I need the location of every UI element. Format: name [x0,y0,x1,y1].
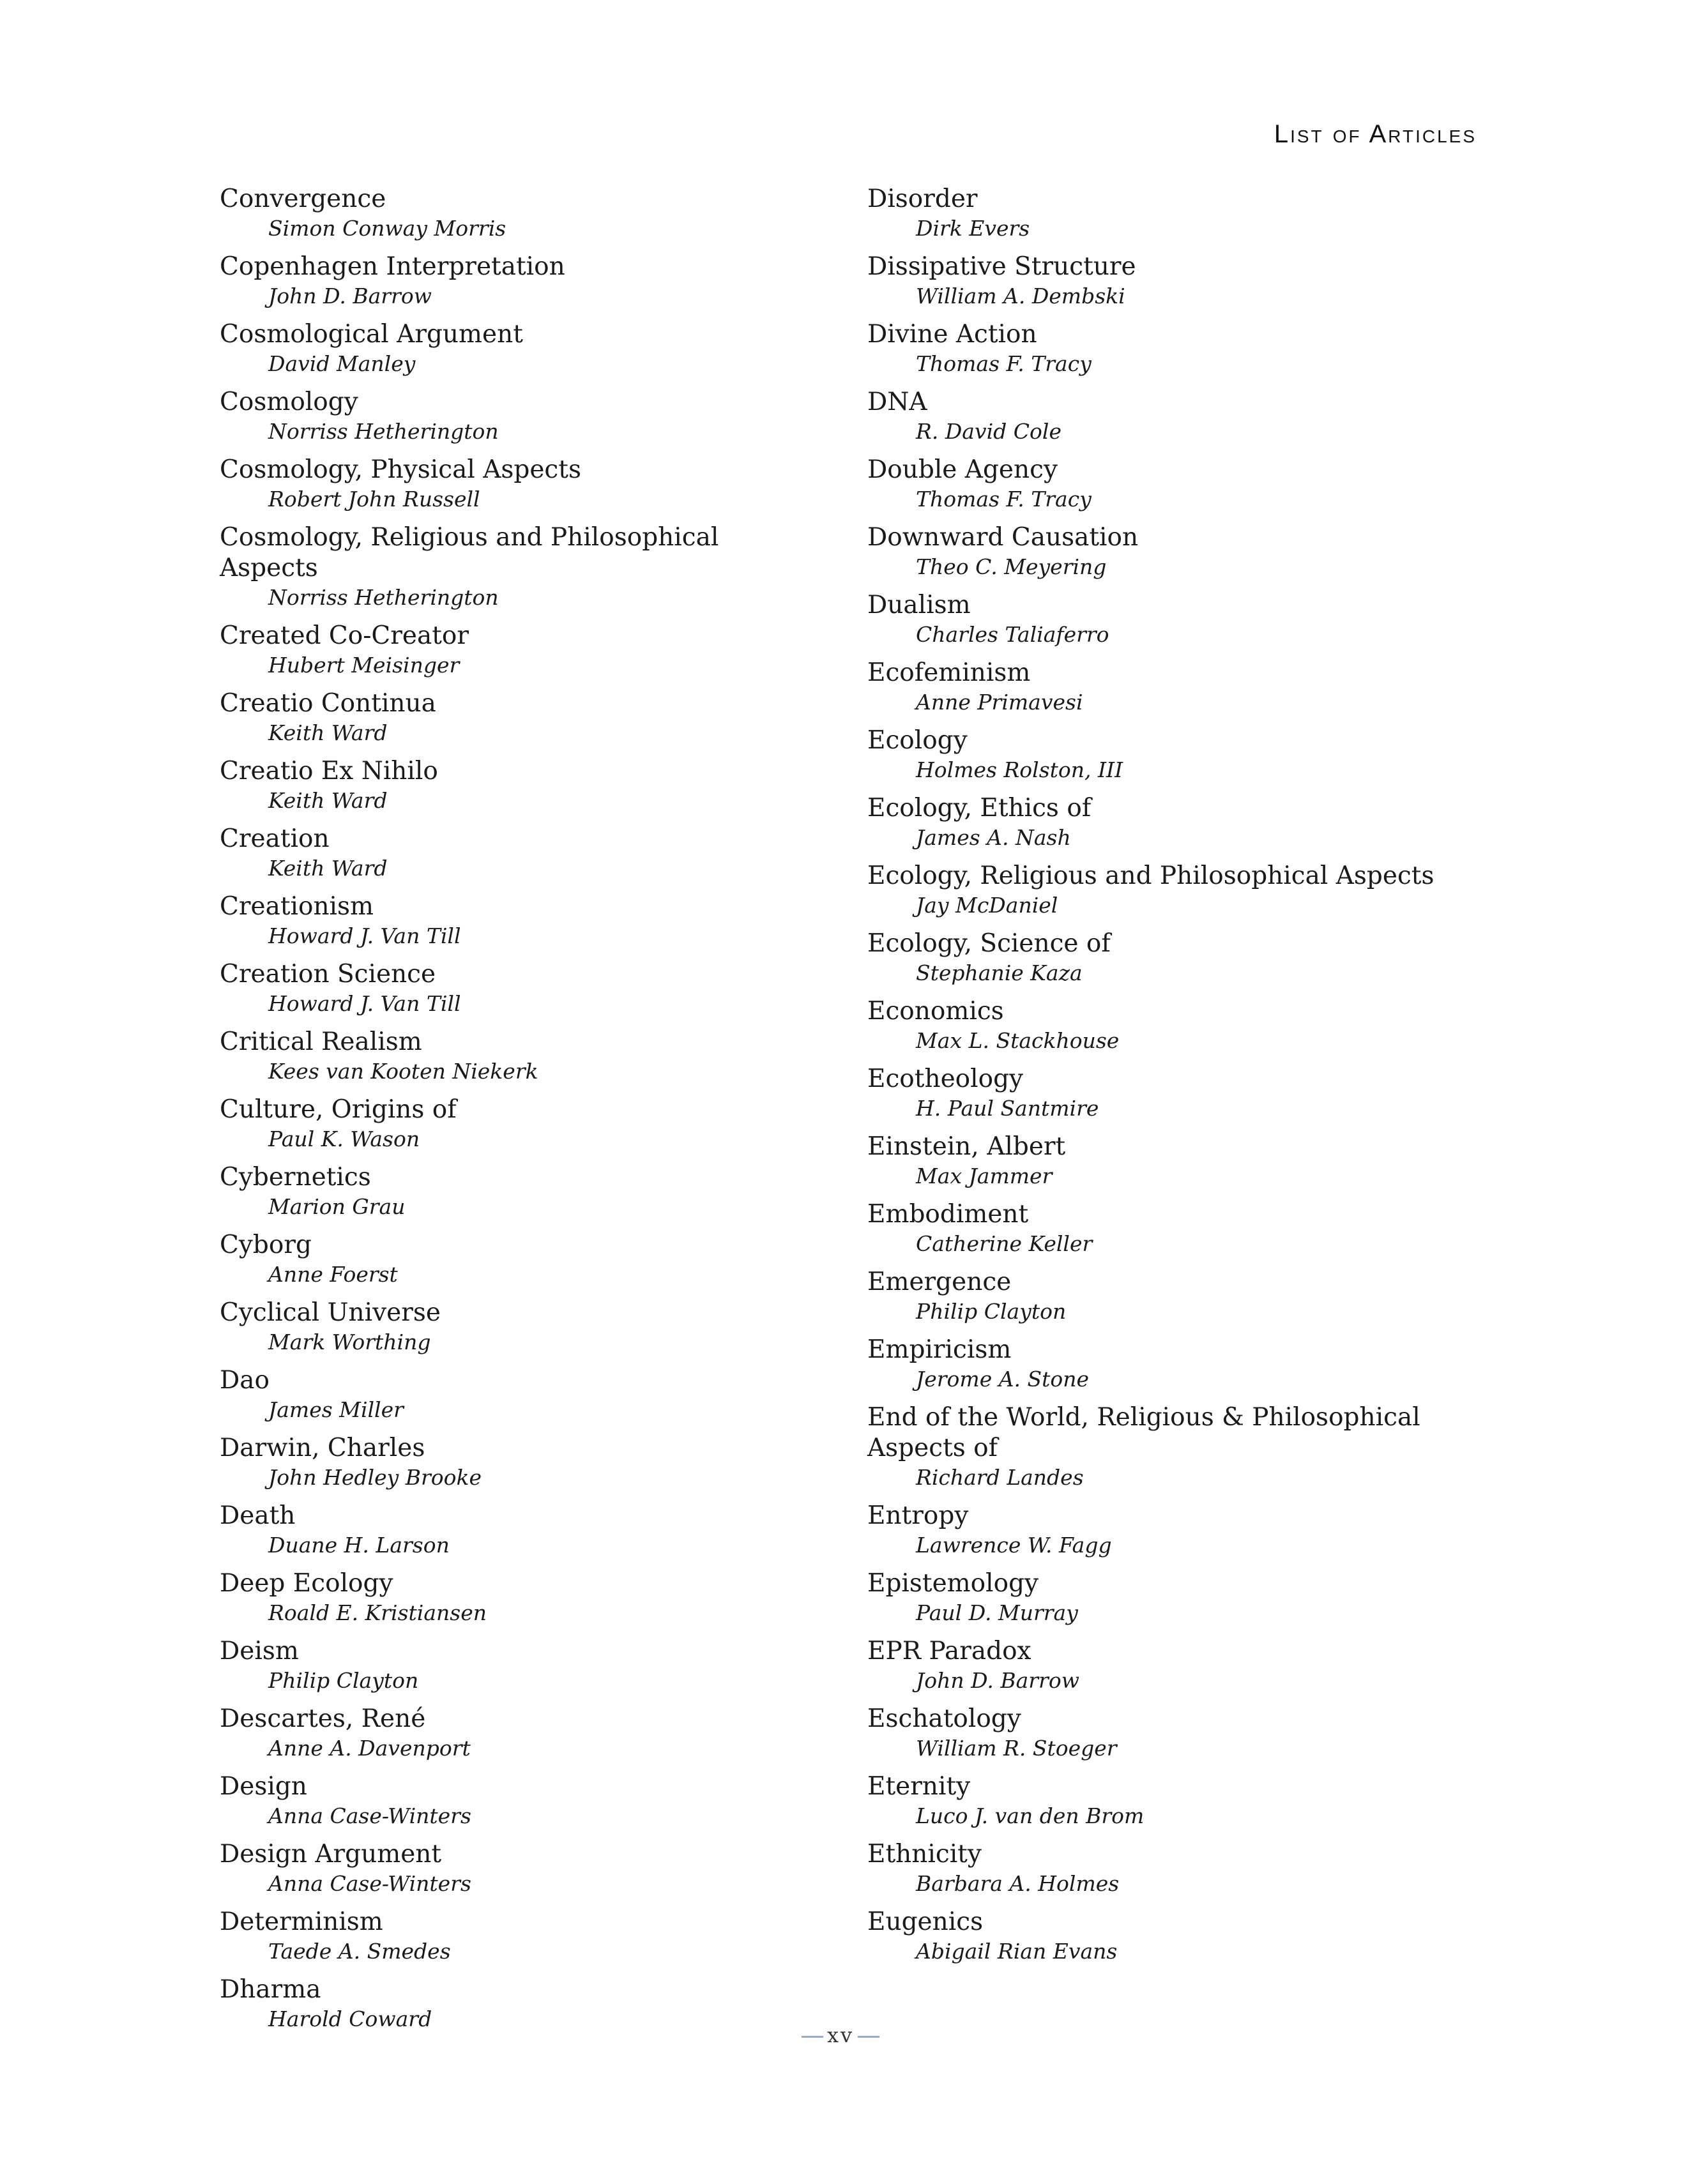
article-author: Norriss Hetherington [268,419,499,444]
article-entry [220,1636,795,1695]
article-author: Jerome A. Stone [916,1367,1090,1392]
article-entry [220,1771,795,1830]
page-folio [0,2023,1681,2047]
folio-left-rule [802,2036,823,2038]
article-author: David Manley [268,351,416,376]
article-title: Deep Ecology [220,1569,393,1598]
article-author: John Hedley Brooke [268,1465,482,1490]
article-entry [220,184,795,243]
article-author: Stephanie Kaza [916,960,1083,985]
article-entry [220,688,795,747]
article-title: Cosmological Argument [220,320,523,349]
article-title: Creationism [220,892,374,921]
article-title: Cyclical Universe [220,1298,441,1327]
article-author: Duane H. Larson [268,1533,450,1558]
article-entry [867,1335,1480,1393]
article-title: Deism [220,1637,299,1665]
article-author: Norriss Hetherington [268,585,499,610]
article-entry [867,387,1480,446]
article-entry [220,891,795,950]
article-author: John D. Barrow [268,284,432,308]
article-title: Economics [867,997,1004,1026]
article-entry [867,319,1480,378]
article-entry [867,455,1480,513]
article-entry [220,455,795,513]
article-author: Dirk Evers [916,216,1030,241]
article-author: Max L. Stackhouse [916,1028,1120,1053]
article-title: Ecology [867,726,968,755]
article-author: James Miller [268,1397,404,1422]
article-title: Death [220,1501,296,1530]
article-author: Harold Coward [268,2006,432,2031]
article-title: Determinism [220,1907,383,1936]
article-author: Anne A. Davenport [268,1736,471,1761]
article-entry [220,1568,795,1627]
article-title: Creation [220,824,330,853]
running-head: List of Articles [1274,120,1477,148]
article-title: Critical Realism [220,1028,422,1056]
article-entry [867,1501,1480,1559]
article-entry [867,1267,1480,1326]
article-entry [867,861,1480,920]
article-entry [220,522,795,612]
article-author: Keith Ward [268,788,388,813]
article-author: Anne Primavesi [916,690,1083,715]
article-entry [867,1771,1480,1830]
article-entry [220,621,795,679]
article-entry [220,1365,795,1424]
article-entry [867,1907,1480,1966]
article-title: Creation Science [220,960,436,989]
article-entry [867,252,1480,310]
article-author: Max Jammer [916,1164,1053,1188]
article-title: Einstein, Albert [867,1132,1066,1161]
article-author: Kees van Kooten Niekerk [268,1059,538,1084]
article-author: Hubert Meisinger [268,653,460,678]
article-author: Marion Grau [268,1194,406,1219]
article-author: Paul K. Wason [268,1126,420,1151]
article-entry [867,793,1480,852]
article-entry [220,1704,795,1763]
article-entry [220,319,795,378]
article-author: Richard Landes [916,1465,1084,1490]
article-author: Luco J. van den Brom [916,1803,1145,1828]
article-title: Ethnicity [867,1840,982,1869]
article-entry [867,1636,1480,1695]
article-entry [220,1501,795,1559]
article-author: Philip Clayton [268,1668,419,1693]
article-author: Simon Conway Morris [268,216,506,241]
article-title: Eschatology [867,1704,1021,1733]
article-title: Eugenics [867,1907,984,1936]
article-entry [867,1839,1480,1898]
article-title: Epistemology [867,1569,1039,1598]
article-entry [220,824,795,883]
article-title: Downward Causation [867,523,1139,552]
article-entry [867,929,1480,987]
article-entry [220,1230,795,1289]
article-author: Anna Case-Winters [268,1803,471,1828]
article-title: Dao [220,1366,270,1395]
article-entry [220,1095,795,1153]
article-entry [220,756,795,815]
article-author: Taede A. Smedes [268,1939,451,1964]
article-entry [867,1402,1480,1492]
article-entry [220,252,795,310]
article-title: Entropy [867,1501,969,1530]
article-entry [867,522,1480,581]
article-author: James A. Nash [916,825,1071,850]
article-title: Cosmology, Religious and Philosophical Aspects [220,523,719,582]
article-title: Cybernetics [220,1163,371,1192]
article-entry [220,1027,795,1086]
article-title: Design [220,1772,307,1801]
article-author: Howard J. Van Till [268,923,461,948]
article-title: Convergence [220,185,386,213]
article-title: Embodiment [867,1200,1029,1229]
article-author: Thomas F. Tracy [916,487,1092,512]
article-title: Dualism [867,591,971,619]
article-title: Culture, Origins of [220,1095,457,1124]
article-author: William A. Dembski [916,284,1125,308]
article-entry [220,1839,795,1898]
article-entry [867,1704,1480,1763]
article-entry [867,1568,1480,1627]
article-author: Paul D. Murray [916,1600,1078,1625]
article-title: Created Co-Creator [220,621,469,650]
article-author: William R. Stoeger [916,1736,1117,1761]
article-title: Disorder [867,185,978,213]
article-author: Mark Worthing [268,1330,431,1354]
article-title: Ecology, Ethics of [867,794,1092,823]
article-author: Anna Case-Winters [268,1871,471,1896]
article-author: Thomas F. Tracy [916,351,1092,376]
article-author: Anne Foerst [268,1262,398,1287]
article-entry [867,1132,1480,1190]
article-author: H. Paul Santmire [916,1096,1099,1121]
article-title: Emergence [867,1268,1012,1296]
article-entry [220,387,795,446]
article-author: R. David Cole [916,419,1061,444]
article-author: Lawrence W. Fagg [916,1533,1112,1558]
article-title: Eternity [867,1772,971,1801]
article-title: Darwin, Charles [220,1434,425,1462]
article-title: Cyborg [220,1231,312,1259]
article-title: Dharma [220,1975,321,2004]
article-title: Ecotheology [867,1065,1024,1093]
article-title: Divine Action [867,320,1037,349]
article-author: Theo C. Meyering [916,554,1107,579]
article-entry [867,1064,1480,1123]
article-entry [220,959,795,1018]
article-author: John D. Barrow [916,1668,1079,1693]
article-author: Keith Ward [268,856,388,881]
article-title: DNA [867,388,927,416]
article-title: Ecofeminism [867,658,1031,687]
article-entry [220,1433,795,1492]
article-title: Empiricism [867,1335,1012,1364]
article-title: Creatio Ex Nihilo [220,757,438,785]
article-title: Cosmology [220,388,358,416]
article-title: Design Argument [220,1840,442,1869]
article-title: Dissipative Structure [867,252,1136,281]
article-entry [867,590,1480,649]
article-list-left-column [220,184,795,2042]
folio-right-rule [858,2036,879,2038]
article-title: Descartes, René [220,1704,426,1733]
article-author: Jay McDaniel [916,893,1058,918]
article-author: Holmes Rolston, III [916,757,1123,782]
article-title: Ecology, Science of [867,929,1111,958]
article-title: EPR Paradox [867,1637,1031,1665]
article-entry [867,658,1480,717]
article-author: Keith Ward [268,720,388,745]
article-author: Howard J. Van Till [268,991,461,1016]
article-author: Charles Taliaferro [916,622,1109,647]
article-entry [867,184,1480,243]
article-author: Abigail Rian Evans [916,1939,1118,1964]
article-list-right-column [867,184,1480,1975]
article-title: End of the World, Religious & Philosophical Aspects of [867,1403,1420,1462]
article-entry [220,1298,795,1356]
article-title: Ecology, Religious and Philosophical Aspects [867,861,1434,890]
article-author: Catherine Keller [916,1231,1093,1256]
article-entry [220,1162,795,1221]
article-author: Philip Clayton [916,1299,1067,1324]
article-title: Double Agency [867,455,1058,484]
article-title: Copenhagen Interpretation [220,252,565,281]
article-title: Cosmology, Physical Aspects [220,455,581,484]
article-author: Robert John Russell [268,487,480,512]
article-title: Creatio Continua [220,689,436,718]
article-author: Roald E. Kristiansen [268,1600,487,1625]
article-author: Barbara A. Holmes [916,1871,1120,1896]
article-entry [867,1199,1480,1258]
page-number: xv [826,2023,855,2047]
article-entry [220,1907,795,1966]
article-entry [867,996,1480,1055]
article-entry [867,725,1480,784]
